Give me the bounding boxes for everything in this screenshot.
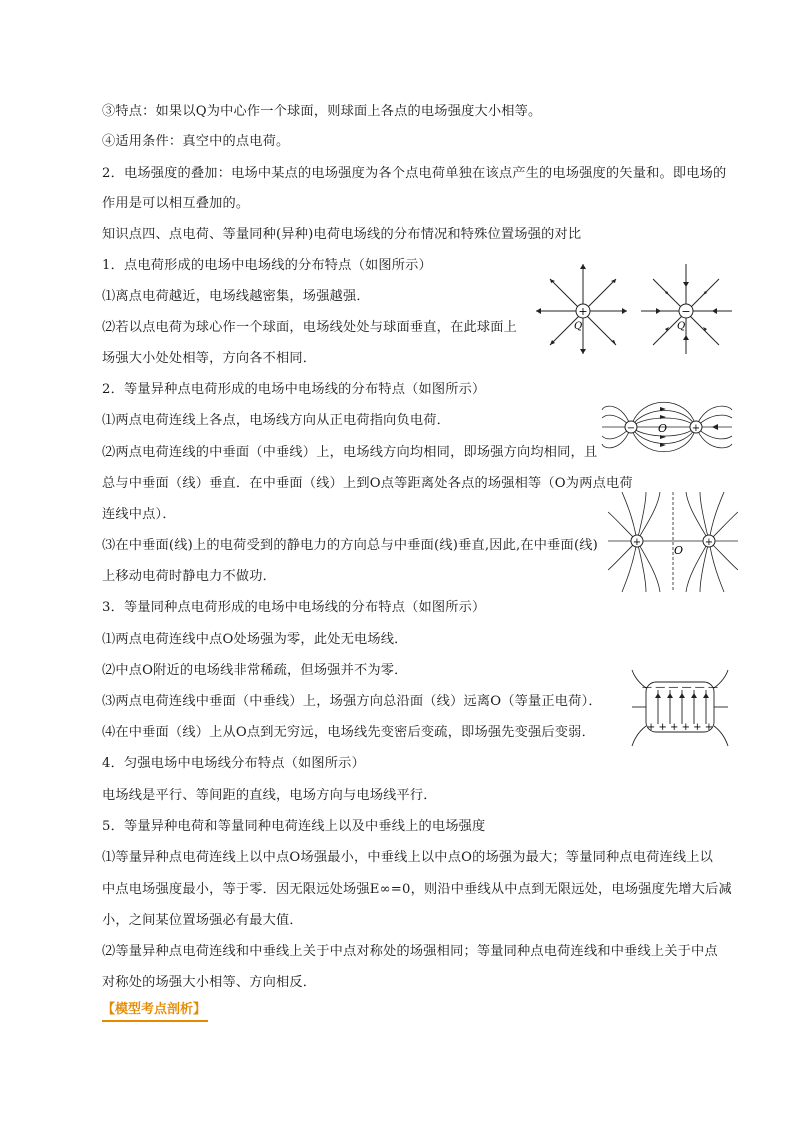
text-line: 上移动电荷时静电力不做功．	[102, 569, 277, 584]
text-line: 3．等量同种点电荷形成的电场中电场线的分布特点（如图所示）	[102, 600, 486, 615]
negative-plate-label: — — — — — —	[642, 682, 718, 693]
text-line: 知识点四、点电荷、等量同种(异种)电荷电场线的分布情况和特殊位置场强的对比	[102, 227, 582, 242]
text-line: 1．点电荷形成的电场中电场线的分布特点（如图所示）	[102, 258, 432, 273]
like-charges-field-figure	[608, 492, 738, 592]
positive-sign: +	[578, 305, 588, 318]
text-line: 5．等量异种电荷和等量同种电荷连线上以及中垂线上的电场强度	[102, 819, 486, 834]
charge-label: Q	[677, 321, 686, 332]
text-line: ⑴离点电荷越近，电场线越密集，场强越强．	[102, 289, 370, 304]
text-line: ⑵两点电荷连线的中垂面（中垂线）上，电场线方向均相同，即场强方向均相同，且	[102, 445, 598, 460]
positive-sign: +	[704, 537, 714, 548]
text-line: ⑷在中垂面（线）上从O点到无穷远，电场线先变密后变疏，即场强先变强后变弱．	[102, 725, 595, 740]
positive-plate-label: + + + + + +	[646, 722, 714, 733]
text-line: 总与中垂面（线）垂直．在中垂面（线）上到O点等距离处各点的场强相等（O为两点电荷	[102, 476, 633, 491]
negative-sign: −	[681, 305, 691, 318]
section-tag: 【模型考点剖析】	[102, 1001, 208, 1022]
point-charge-field-figure	[536, 262, 732, 354]
text-line: ⑶两点电荷连线中垂面（中垂线）上，场强方向总沿面（线）远离O（等量正电荷）．	[102, 694, 602, 709]
opposite-charges-field-figure	[600, 400, 734, 462]
positive-sign: +	[632, 537, 642, 548]
uniform-field-figure	[630, 668, 730, 748]
text-line: 连线中点）．	[102, 507, 176, 522]
negative-sign: −	[626, 423, 636, 434]
text-line: 作用是可以相互叠加的。	[102, 196, 250, 211]
text-line: 2．等量异种点电荷形成的电场中电场线的分布特点（如图所示）	[102, 382, 486, 397]
text-line: 中点电场强度最小，等于零．因无限远处场强E∞=0，则沿中垂线从中点到无限远处，电场强度先增大后减	[102, 882, 732, 897]
text-line: ⑵中点O附近的电场线非常稀疏，但场强并不为零．	[102, 663, 408, 678]
text-line: 小，之间某位置场强必有最大值．	[102, 913, 303, 928]
center-label: O	[658, 422, 668, 435]
text-line: ③特点：如果以Q为中心作一个球面，则球面上各点的电场强度大小相等。	[102, 104, 542, 119]
text-line: 4．匀强电场中电场线分布特点（如图所示）	[102, 756, 365, 771]
text-line: ④适用条件：真空中的点电荷。	[102, 134, 290, 149]
text-line: ⑶在中垂面(线)上的电荷受到的静电力的方向总与中垂面(线)垂直,因此,在中垂面(线)	[102, 538, 599, 553]
text-line: 2．电场强度的叠加：电场中某点的电场强度为各个点电荷单独在该点产生的电场强度的矢量和。即电场的	[102, 166, 727, 181]
text-line: ⑴等量异种点电荷连线上以中点O场强最小，中垂线上以中点O的场强为最大；等量同种点电荷连线上以	[102, 850, 714, 865]
positive-sign: +	[691, 423, 701, 434]
text-line: ⑵等量异种点电荷连线和中垂线上关于中点对称处的场强相同；等量同种点电荷连线和中垂线上关于中点	[102, 944, 718, 959]
text-line: ⑵若以点电荷为球心作一个球面，电场线处处与球面垂直，在此球面上	[102, 320, 518, 335]
text-line: ⑴两点电荷连线上各点，电场线方向从正电荷指向负电荷．	[102, 413, 451, 428]
center-label: O	[674, 544, 684, 557]
text-line: 电场线是平行、等间距的直线，电场方向与电场线平行．	[102, 788, 437, 803]
text-line: 对称处的场强大小相等、方向相反．	[102, 975, 317, 990]
charge-label: Q	[574, 321, 583, 332]
text-line: 场强大小处处相等，方向各不相同．	[102, 351, 317, 366]
text-line: ⑴两点电荷连线中点O处场强为零，此处无电场线．	[102, 632, 408, 647]
